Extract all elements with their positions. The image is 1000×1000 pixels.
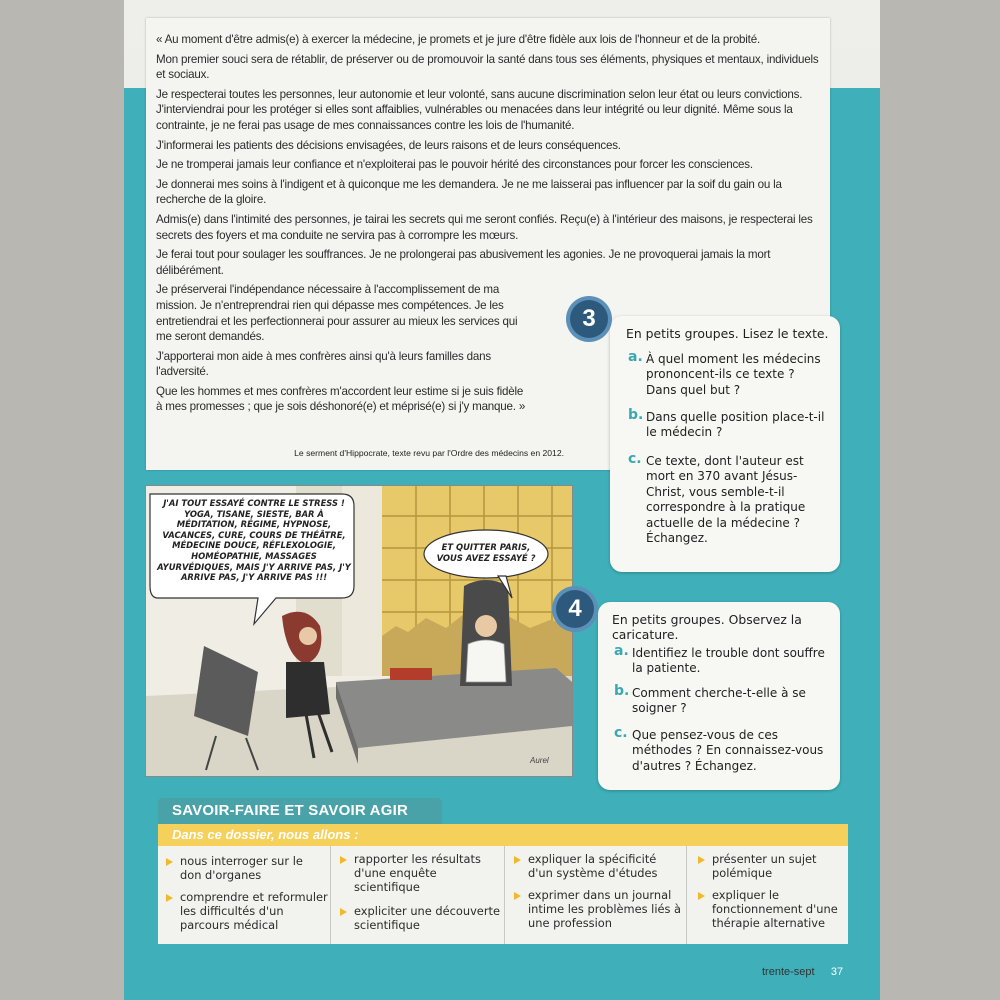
list-item: expliciter une découverte scientifique [354,904,500,932]
question-3a [628,349,826,398]
item-letter: c. [614,725,628,741]
list-item: rapporter les résultats d'une enquête scientifique [354,852,500,894]
savoir-column-1 [158,846,331,944]
oath-paragraph: Je préserverai l'indépendance nécessaire à l'accomplissement de ma mission. Je n'entreprendrai rien qui dépasse mes compétences. Je les entretiendrai et les perfectionnerai pour assurer au mieux les services qui me seront demandés. [156,283,518,344]
oath-paragraph: Mon premier souci sera de rétablir, de préserver ou de promouvoir la santé dans tous ses éléments, physiques et mentaux, individuels et sociaux. [156,52,819,82]
question-4-number-badge: 4 [556,590,594,628]
oath-source-caption: Le serment d'Hippocrate, texte revu par l'Ordre des médecins en 2012. [294,448,564,458]
savoir-column-3 [504,846,687,944]
cartoon-illustration [145,485,573,777]
savoir-subtitle-bar [158,824,848,846]
oath-paragraph: Je respecterai toutes les personnes, leur autonomie et leur volonté, sans aucune discrimination selon leur état ou leurs convictions. J'interviendrai pour les protéger si elles sont affaiblies, vulnérables ou menacées dans leur intégrité ou leur dignité. Même sous la contrainte, je ne ferai pas usage de mes connaissances contre les lois de l'humanité. [156,87,803,132]
savoir-faire-section [158,798,848,946]
question-3-box [610,316,840,572]
item-text: À quel moment les médecins prononcent-ils ce texte ? Dans quel but ? [646,352,821,397]
question-4a [614,643,832,677]
list-item: expliquer le fonctionnement d'une thérapie alternative [712,888,846,930]
savoir-column-2 [330,846,505,944]
item-text: Comment cherche-t-elle à se soigner ? [632,686,806,716]
list-item: exprimer dans un journal intime les problèmes liés à une profession [528,888,682,930]
oath-paragraph: Je donnerai mes soins à l'indigent et à quiconque me les demandera. Je ne me laisserai pas influencer par la soif du gain ou la recherche de la gloire. [156,177,782,207]
oath-paragraph: Admis(e) dans l'intimité des personnes, je tairai les secrets qui me seront confiés. Reçu(e) à l'intérieur des maisons, je respecterai les secrets des foyers et ma conduite ne servira pas à corrompre les mœurs. [156,212,813,242]
savoir-subtitle: Dans ce dossier, nous allons : [172,827,359,842]
oath-paragraph: Que les hommes et mes confrères m'accordent leur estime si je suis fidèle à mes promesses ; que je sois déshonoré(e) et méprisé(e) si j'y manque. » [156,384,526,414]
question-4-intro: En petits groupes. Observez la caricature. [612,612,802,642]
oath-paragraph: J'informerai les patients des décisions envisagées, de leurs raisons et de leurs conséquences. [156,138,621,152]
item-letter: b. [628,407,644,423]
savoir-title-bar [158,798,442,824]
question-4b [614,683,832,717]
list-item: expliquer la spécificité d'un système d'études [528,852,682,880]
oath-paragraph: Je ne tromperai jamais leur confiance et n'exploiterai pas le pouvoir hérité des circonstances pour forcer les consciences. [156,158,753,172]
question-3-number-badge: 3 [570,300,608,338]
item-letter: b. [614,683,630,699]
item-letter: a. [628,349,643,365]
item-text: Identifiez le trouble dont souffre la patiente. [632,646,825,676]
oath-paragraph: Je ferai tout pour soulager les souffrances. Je ne prolongerai pas abusivement les agonies. Je ne provoquerai jamais la mort délibérément. [156,248,771,277]
item-text: Que pensez-vous de ces méthodes ? En connaissez-vous d'autres ? Échangez. [632,728,824,773]
list-item: nous interroger sur le don d'organes [180,854,324,882]
question-4c [614,725,836,774]
savoir-title: SAVOIR-FAIRE ET SAVOIR AGIR [172,802,408,819]
question-3c [628,451,832,546]
question-3-intro: En petits groupes. Lisez le texte. [626,326,829,341]
savoir-columns [158,846,848,944]
page-number-badge: 37 [820,960,854,984]
question-3b [628,407,826,441]
item-text: Ce texte, dont l'auteur est mort en 370 avant Jésus-Christ, vous semble-t-il correspondre à la pratique actuelle de la médecine ? Échangez. [646,454,806,546]
item-letter: a. [614,643,629,659]
cartoonist-signature: Aurel [530,756,549,765]
item-letter: c. [628,451,642,467]
question-4-box [598,602,840,790]
doctor-speech-bubble: ET QUITTER PARIS, VOUS AVEZ ESSAYÉ ? [436,542,536,563]
list-item: comprendre et reformuler les difficultés d'un parcours médical [180,890,328,932]
list-item: présenter un sujet polémique [712,852,844,880]
oath-paragraph: « Au moment d'être admis(e) à exercer la médecine, je promets et je jure d'être fidèle aux lois de l'honneur et de la probité. [156,33,760,46]
page-number-words: trente-sept [762,966,815,978]
oath-paragraph: J'apporterai mon aide à mes confrères ainsi qu'à leurs familles dans l'adversité. [156,349,491,379]
patient-speech-bubble: J'AI TOUT ESSAYÉ CONTRE LE STRESS ! YOGA, TISANE, SIESTE, BAR À MÉDITATION, RÉGIME, HYPNOSE, VACANCES, CURE, COURS DE THÉÂTRE, MÉDECINE DOUCE, RÉFLEXOLOGIE, HOMÉOPATHIE, MASSAGES AYURVÉDIQUES, MAIS J'Y ARRIVE PAS, J'Y ARRIVE PAS, J'Y ARRIVE PAS !!! [157,498,351,583]
item-text: Dans quelle position place-t-il le médecin ? [646,410,825,440]
savoir-column-4 [686,846,848,944]
